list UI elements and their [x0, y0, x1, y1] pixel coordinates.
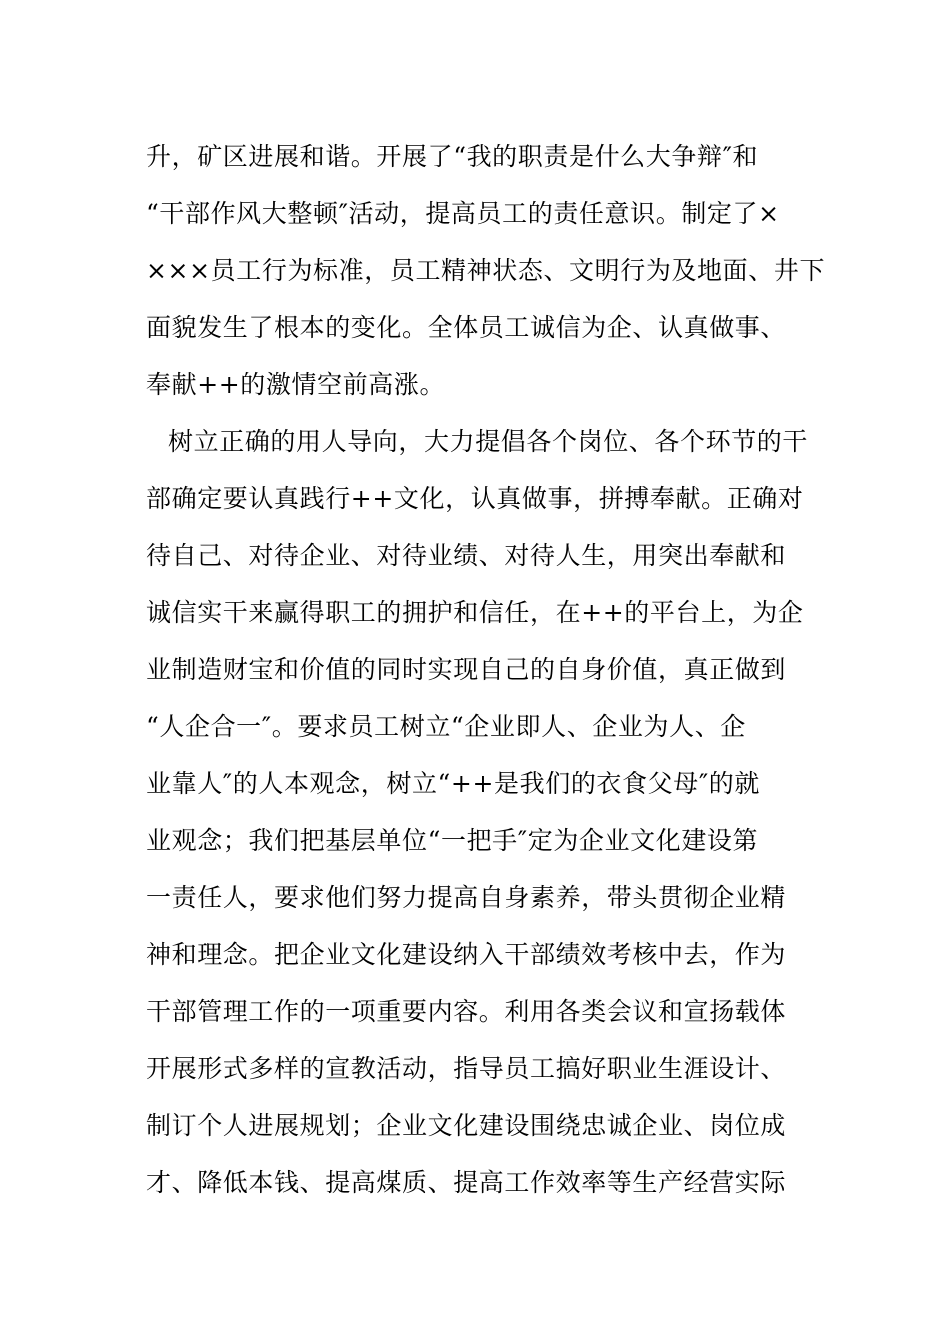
text-line: 业观念；我们把基层单位“一把手″定为企业文化建设第	[146, 826, 759, 855]
text-line: 开展形式多样的宣教活动，指导员工搞好职业生涯设计、	[146, 1054, 787, 1083]
text-line: 神和理念。把企业文化建设纳入干部绩效考核中去，作为	[146, 940, 787, 969]
paragraph-2	[146, 413, 816, 1325]
text-line: ×××员工行为标准，员工精神状态、文明行为及地面、井下	[146, 256, 826, 285]
text-line: 干部管理工作的一项重要内容。利用各类会议和宣扬载体	[146, 997, 787, 1026]
text-line: 升，矿区进展和谐。开展了“我的职责是什么大争辩″和	[146, 142, 759, 171]
text-line: 待自己、对待企业、对待业绩、对待人生，用突出奉献和	[146, 541, 787, 570]
text-line: 业制造财宝和价值的同时实现自己的自身价值，真正做到	[146, 655, 787, 684]
text-line: 业靠人″的人本观念，树立“++是我们的衣食父母″的就	[146, 769, 760, 798]
text-line: “人企合一″。要求员工树立“企业即人、企业为人、企	[146, 712, 746, 741]
text-line: “干部作风大整顿″活动，提高员工的责任意识。制定了×	[146, 199, 780, 228]
text-line	[146, 1211, 816, 1268]
text-line: 部确定要认真践行++文化，认真做事，拼搏奉献。正确对	[146, 484, 804, 513]
text-line: 奉献++的激情空前高涨。	[146, 370, 446, 399]
document-body	[146, 128, 826, 1325]
text-line: 制订个人进展规划；企业文化建设围绕忠诚企业、岗位成	[146, 1111, 787, 1140]
text-line: 一责任人，要求他们努力提高自身素养，带头贯彻企业精	[146, 883, 787, 912]
text-line: 诚信实干来赢得职工的拥护和信任，在++的平台上，为企	[146, 598, 804, 627]
paragraph-1	[146, 128, 826, 413]
text-line: 树立正确的用人导向，大力提倡各个岗位、各个环节的干	[168, 427, 809, 456]
text-line	[146, 1268, 816, 1325]
text-line: 才、降低本钱、提高煤质、提高工作效率等生产经营实际	[146, 1168, 787, 1197]
text-line: 面貌发生了根本的变化。全体员工诚信为企、认真做事、	[146, 313, 787, 342]
